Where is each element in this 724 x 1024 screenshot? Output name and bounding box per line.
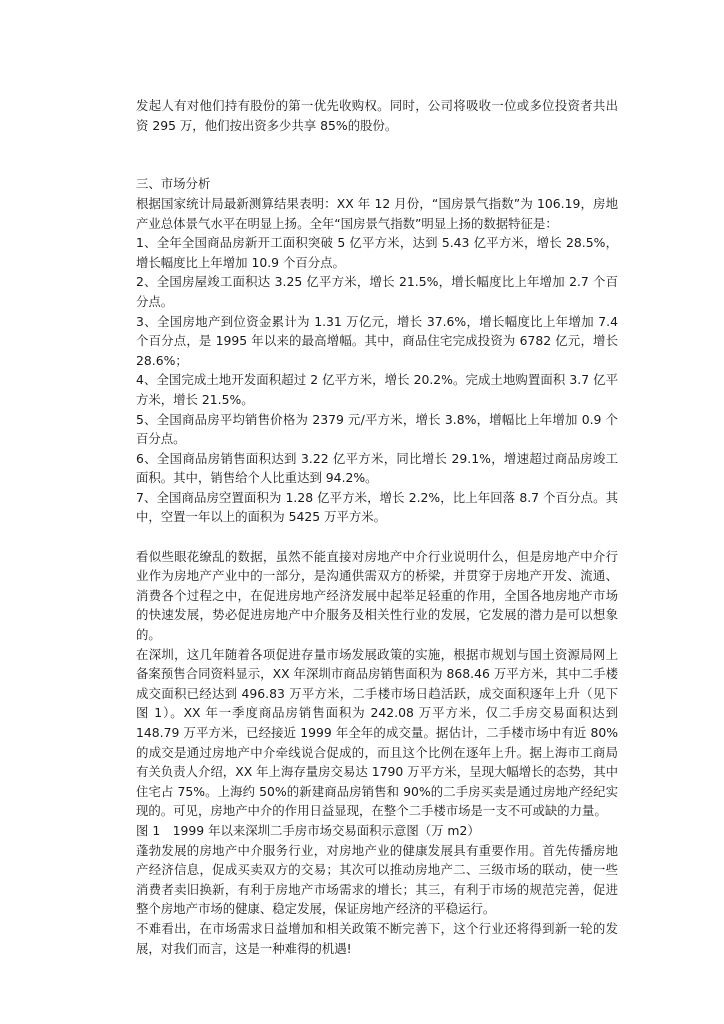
stat-item-5: 5、全国商品房平均销售价格为 2379 元/平方米，增长 3.8%，增幅比上年增加 0.9 个百分点。 xyxy=(136,411,618,447)
stat-item-1: 1、全年全国商品房新开工面积突破 5 亿平方米，达到 5.43 亿平方米，增长 28.5%，增长幅度比上年增加 10.9 个百分点。 xyxy=(136,235,618,270)
spacer xyxy=(136,135,618,155)
intro-paragraph: 发起人有对他们持有股份的第一优先收购权。同时，公司将吸收一位或多位投资者共出资 295 万，他们按出资多少共享 85%的股份。 xyxy=(136,98,618,133)
stat-item-6: 6、全国商品房销售面积达到 3.22 亿平方米，同比增长 29.1%，增速超过商品房竣工面积。其中，销售给个人比重达到 94.2%。 xyxy=(136,450,618,486)
section-heading: 三、市场分析 xyxy=(136,176,211,192)
stat-item-2: 2、全国房屋竣工面积达 3.25 亿平方米，增长 21.5%，增长幅度比上年增加 2.7 个百分点。 xyxy=(136,274,618,309)
spacer xyxy=(136,527,618,547)
spacer xyxy=(136,155,618,175)
analysis-paragraph: 看似些眼花缭乱的数据，虽然不能直接对房地产中介行业说明什么，但是房地产中介行业作为房地产产业中的一部分，是沟通供需双方的桥梁，并贯穿于房地产开发、流通、消费各个过程之中，在促进房地产经济发展中起举足轻重的作用，全国各地房地产市场的快速发展，势必促进房地产中介服务及相关性行业的发展，它发展的潜力是可以想象的。 xyxy=(136,548,618,643)
shenzhen-paragraph: 在深圳，这几年随着各项促进存量市场发展政策的实施，根据市规划与国土资源局网上备案预售合同资料显示，XX 年深圳市商品房销售面积为 868.46 万平方米，其中二手楼成交面积已经达到 496.83 万平方米，二手楼市场日趋活跃，成交面积逐年上升（见下图 1）。XX 年一季度商品房销售面积为 242.08 万平方米，仅二手房交易面积达到 148.79 万平方米，已经接近 1999 年全年的成交量。据估计，二手楼市场中有近 80%的成交是通过房地产中介牵线说合促成的，而且这个比例在逐年上升。据上海市工商局有关负责人介绍，XX 年上海存量房交易达 1790 万平方米，呈现大幅增长的态势，其中住宅占 75%。上海约 50%的新建商品房销售和 90%的二手房买卖是通过房地产经纪实现的。可见，房地产中介的作用日益显现，在整个二手楼市场是一支不可或缺的力量。 xyxy=(136,646,618,819)
document-body xyxy=(136,96,618,958)
stat-item-3: 3、全国房地产到位资金累计为 1.31 万亿元，增长 37.6%，增长幅度比上年增加 7.4 个百分点，是 1995 年以来的最高增幅。其中，商品住宅完成投资为 6782 亿元，增长 28.6%； xyxy=(136,313,618,368)
figure-caption: 图 1 1999 年以来深圳二手房市场交易面积示意图（万 m2） xyxy=(136,822,480,838)
stat-item-7: 7、全国商品房空置面积为 1.28 亿平方米，增长 2.2%，比上年回落 8.7 个百分点。其中，空置一年以上的面积为 5425 万平方米。 xyxy=(136,489,618,525)
stat-item-4: 4、全国完成土地开发面积超过 2 亿平方米，增长 20.2%。完成土地购置面积 3.7 亿平方米，增长 21.5%。 xyxy=(136,372,618,407)
lead-paragraph: 根据国家统计局最新测算结果表明：XX 年 12 月份，“国房景气指数”为 106.19，房地产业总体景气水平在明显上扬。全年“国房景气指数”明显上扬的数据特征是： xyxy=(136,195,618,231)
role-paragraph: 蓬勃发展的房地产中介服务行业，对房地产业的健康发展具有重要作用。首先传播房地产经济信息，促成买卖双方的交易；其次可以推动房地产二、三级市场的联动，使一些消费者卖旧换新，有利于房地产市场需求的增长；其三，有利于市场的规范完善，促进整个房地产市场的健康、稳定发展，保证房地产经济的平稳运行。 xyxy=(136,842,618,917)
conclusion-paragraph: 不难看出，在市场需求日益增加和相关政策不断完善下，这个行业还将得到新一轮的发展，对我们而言，这是一种难得的机遇! xyxy=(136,920,618,956)
